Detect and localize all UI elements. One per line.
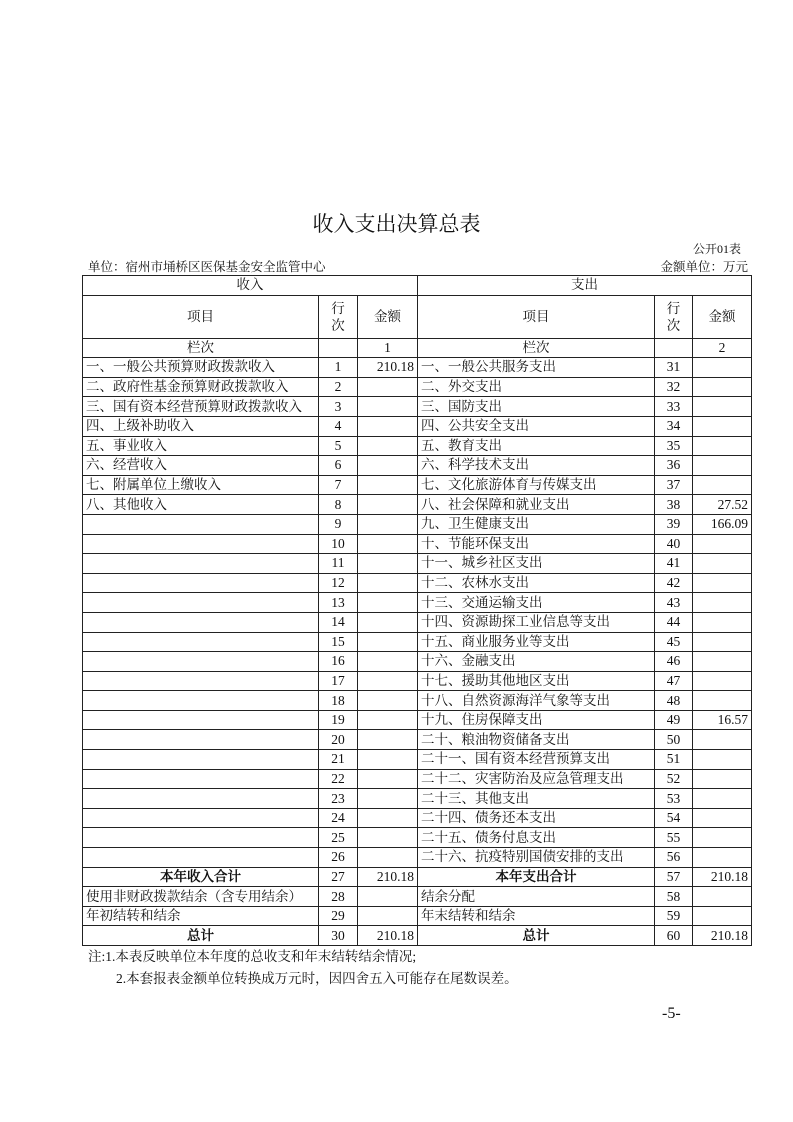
expense-amount bbox=[693, 906, 752, 926]
income-row-no: 24 bbox=[319, 808, 358, 828]
income-amount bbox=[358, 848, 418, 868]
expense-item: 本年支出合计 bbox=[418, 867, 655, 887]
expense-row-no: 34 bbox=[655, 416, 693, 436]
income-row-no: 4 bbox=[319, 416, 358, 436]
income-item: 八、其他收入 bbox=[83, 495, 319, 515]
expense-row-no: 31 bbox=[655, 358, 693, 378]
income-item bbox=[83, 710, 319, 730]
expense-row-no: 43 bbox=[655, 593, 693, 613]
expense-amount bbox=[693, 808, 752, 828]
income-row-no: 7 bbox=[319, 475, 358, 495]
expense-item: 结余分配 bbox=[418, 887, 655, 907]
income-item bbox=[83, 554, 319, 574]
income-amount-header: 金额 bbox=[358, 295, 418, 338]
income-item bbox=[83, 652, 319, 672]
expense-amount bbox=[693, 358, 752, 378]
income-amount bbox=[358, 710, 418, 730]
table-row bbox=[83, 671, 752, 691]
expense-amount bbox=[693, 475, 752, 495]
table-row bbox=[83, 730, 752, 750]
income-item bbox=[83, 769, 319, 789]
income-amount bbox=[358, 436, 418, 456]
expense-amount bbox=[693, 652, 752, 672]
expense-amount bbox=[693, 691, 752, 711]
income-amount bbox=[358, 789, 418, 809]
income-row-no: 3 bbox=[319, 397, 358, 417]
income-row-no: 22 bbox=[319, 769, 358, 789]
income-row-no: 14 bbox=[319, 612, 358, 632]
money-unit: 金额单位：万元 bbox=[660, 260, 748, 274]
expense-amount: 166.09 bbox=[693, 514, 752, 534]
income-amount bbox=[358, 377, 418, 397]
income-header: 收入 bbox=[83, 276, 418, 296]
expense-row-no: 44 bbox=[655, 612, 693, 632]
column-label: 栏次 bbox=[83, 338, 319, 358]
income-item bbox=[83, 534, 319, 554]
table-row bbox=[83, 358, 752, 378]
table-row bbox=[83, 416, 752, 436]
expense-amount bbox=[693, 848, 752, 868]
expense-row-no: 37 bbox=[655, 475, 693, 495]
income-item bbox=[83, 730, 319, 750]
expense-item: 三、国防支出 bbox=[418, 397, 655, 417]
table-row bbox=[83, 436, 752, 456]
table-row bbox=[83, 612, 752, 632]
summary-row bbox=[83, 867, 752, 887]
expense-amount-header: 金额 bbox=[693, 295, 752, 338]
income-row-no: 10 bbox=[319, 534, 358, 554]
expense-row-no: 33 bbox=[655, 397, 693, 417]
income-item bbox=[83, 848, 319, 868]
expense-amount bbox=[693, 456, 752, 476]
income-amount bbox=[358, 632, 418, 652]
table-row bbox=[83, 573, 752, 593]
expense-item: 十二、农林水支出 bbox=[418, 573, 655, 593]
income-item bbox=[83, 612, 319, 632]
income-item bbox=[83, 691, 319, 711]
table-row bbox=[83, 769, 752, 789]
income-row-no: 5 bbox=[319, 436, 358, 456]
income-row-no: 2 bbox=[319, 377, 358, 397]
income-row-no: 9 bbox=[319, 514, 358, 534]
table-row bbox=[83, 632, 752, 652]
income-row-no: 30 bbox=[319, 926, 358, 946]
expense-item: 四、公共安全支出 bbox=[418, 416, 655, 436]
income-row-no: 23 bbox=[319, 789, 358, 809]
income-item: 年初结转和结余 bbox=[83, 906, 319, 926]
expense-row-no: 60 bbox=[655, 926, 693, 946]
income-item bbox=[83, 632, 319, 652]
table-row bbox=[83, 750, 752, 770]
expense-amount bbox=[693, 436, 752, 456]
expense-row-no: 35 bbox=[655, 436, 693, 456]
income-amount bbox=[358, 828, 418, 848]
income-row-no: 13 bbox=[319, 593, 358, 613]
expense-item: 十九、住房保障支出 bbox=[418, 710, 655, 730]
expense-amount: 210.18 bbox=[693, 867, 752, 887]
income-amount bbox=[358, 671, 418, 691]
expense-row-no: 41 bbox=[655, 554, 693, 574]
expense-amount: 16.57 bbox=[693, 710, 752, 730]
expense-item: 十六、金融支出 bbox=[418, 652, 655, 672]
expense-row-no: 52 bbox=[655, 769, 693, 789]
note-2: 2.本套报表金额单位转换成万元时，因四舍五入可能存在尾数误差。 bbox=[116, 971, 518, 986]
income-item: 二、政府性基金预算财政拨款收入 bbox=[83, 377, 319, 397]
expense-row-no: 45 bbox=[655, 632, 693, 652]
income-amount bbox=[358, 652, 418, 672]
income-item: 三、国有资本经营预算财政拨款收入 bbox=[83, 397, 319, 417]
expense-row-no: 36 bbox=[655, 456, 693, 476]
expense-item: 十一、城乡社区支出 bbox=[418, 554, 655, 574]
income-row-no: 17 bbox=[319, 671, 358, 691]
income-item bbox=[83, 808, 319, 828]
expense-item: 六、科学技术支出 bbox=[418, 456, 655, 476]
expense-amount bbox=[693, 416, 752, 436]
expense-row-no: 49 bbox=[655, 710, 693, 730]
summary-row bbox=[83, 926, 752, 946]
table-row bbox=[83, 808, 752, 828]
expense-row-no: 50 bbox=[655, 730, 693, 750]
table-row bbox=[83, 828, 752, 848]
expense-amount bbox=[693, 828, 752, 848]
expense-item: 十七、援助其他地区支出 bbox=[418, 671, 655, 691]
income-row-no: 11 bbox=[319, 554, 358, 574]
expense-item: 年末结转和结余 bbox=[418, 906, 655, 926]
expense-amount bbox=[693, 769, 752, 789]
expense-row-no: 40 bbox=[655, 534, 693, 554]
unit-name: 单位：宿州市埇桥区医保基金安全监管中心 bbox=[88, 260, 326, 274]
income-row-no: 21 bbox=[319, 750, 358, 770]
expense-amount bbox=[693, 397, 752, 417]
income-item-header: 项目 bbox=[83, 295, 319, 338]
income-item bbox=[83, 573, 319, 593]
income-amount bbox=[358, 514, 418, 534]
expense-item: 十四、资源勘探工业信息等支出 bbox=[418, 612, 655, 632]
income-row-no: 12 bbox=[319, 573, 358, 593]
income-item bbox=[83, 750, 319, 770]
expense-amount bbox=[693, 887, 752, 907]
income-item: 使用非财政拨款结余（含专用结余） bbox=[83, 887, 319, 907]
expense-item: 五、教育支出 bbox=[418, 436, 655, 456]
expense-amount bbox=[693, 554, 752, 574]
income-item: 六、经营收入 bbox=[83, 456, 319, 476]
income-item: 本年收入合计 bbox=[83, 867, 319, 887]
income-amount bbox=[358, 691, 418, 711]
income-row-no: 27 bbox=[319, 867, 358, 887]
income-amount bbox=[358, 887, 418, 907]
expense-header: 支出 bbox=[418, 276, 752, 296]
expense-row-no-header: 行 次 bbox=[655, 295, 693, 338]
income-row-no: 6 bbox=[319, 456, 358, 476]
table-row bbox=[83, 554, 752, 574]
income-col-no: 1 bbox=[358, 338, 418, 358]
income-item bbox=[83, 671, 319, 691]
income-item: 一、一般公共预算财政拨款收入 bbox=[83, 358, 319, 378]
income-item bbox=[83, 789, 319, 809]
expense-row-no: 39 bbox=[655, 514, 693, 534]
expense-amount bbox=[693, 573, 752, 593]
note-1: 注:1.本表反映单位本年度的总收支和年末结转结余情况; bbox=[88, 949, 417, 964]
expense-item: 十、节能环保支出 bbox=[418, 534, 655, 554]
expense-amount: 210.18 bbox=[693, 926, 752, 946]
expense-amount bbox=[693, 671, 752, 691]
expense-item: 十八、自然资源海洋气象等支出 bbox=[418, 691, 655, 711]
income-row-no: 29 bbox=[319, 906, 358, 926]
table-row bbox=[83, 593, 752, 613]
table-row bbox=[83, 789, 752, 809]
expense-row-no: 46 bbox=[655, 652, 693, 672]
expense-row-no: 55 bbox=[655, 828, 693, 848]
empty-cell bbox=[655, 338, 693, 358]
income-amount bbox=[358, 906, 418, 926]
expense-amount bbox=[693, 789, 752, 809]
income-amount bbox=[358, 554, 418, 574]
table-row bbox=[83, 475, 752, 495]
expense-item-header: 项目 bbox=[418, 295, 655, 338]
income-item bbox=[83, 828, 319, 848]
income-item bbox=[83, 593, 319, 613]
income-amount bbox=[358, 534, 418, 554]
column-label: 栏次 bbox=[418, 338, 655, 358]
expense-item: 二十六、抗疫特别国债安排的支出 bbox=[418, 848, 655, 868]
income-amount: 210.18 bbox=[358, 926, 418, 946]
income-amount bbox=[358, 593, 418, 613]
income-row-no: 1 bbox=[319, 358, 358, 378]
budget-table bbox=[82, 275, 752, 946]
income-amount: 210.18 bbox=[358, 358, 418, 378]
expense-item: 十三、交通运输支出 bbox=[418, 593, 655, 613]
expense-row-no: 47 bbox=[655, 671, 693, 691]
table-row bbox=[83, 848, 752, 868]
income-amount bbox=[358, 612, 418, 632]
expense-item: 总计 bbox=[418, 926, 655, 946]
expense-col-no: 2 bbox=[693, 338, 752, 358]
table-row bbox=[83, 691, 752, 711]
expense-item: 十五、商业服务业等支出 bbox=[418, 632, 655, 652]
page-number: -5- bbox=[662, 1005, 681, 1022]
income-item bbox=[83, 514, 319, 534]
income-row-no: 25 bbox=[319, 828, 358, 848]
expense-item: 二十四、债务还本支出 bbox=[418, 808, 655, 828]
expense-item: 七、文化旅游体育与传媒支出 bbox=[418, 475, 655, 495]
income-amount bbox=[358, 750, 418, 770]
expense-row-no: 56 bbox=[655, 848, 693, 868]
income-amount bbox=[358, 397, 418, 417]
income-row-no: 19 bbox=[319, 710, 358, 730]
income-row-no: 15 bbox=[319, 632, 358, 652]
income-amount bbox=[358, 475, 418, 495]
expense-row-no: 54 bbox=[655, 808, 693, 828]
income-row-no: 16 bbox=[319, 652, 358, 672]
expense-row-no: 57 bbox=[655, 867, 693, 887]
expense-item: 八、社会保障和就业支出 bbox=[418, 495, 655, 515]
income-amount bbox=[358, 456, 418, 476]
income-amount: 210.18 bbox=[358, 867, 418, 887]
expense-item: 二十一、国有资本经营预算支出 bbox=[418, 750, 655, 770]
expense-row-no: 32 bbox=[655, 377, 693, 397]
table-row bbox=[83, 495, 752, 515]
expense-row-no: 51 bbox=[655, 750, 693, 770]
expense-row-no: 42 bbox=[655, 573, 693, 593]
income-row-no: 20 bbox=[319, 730, 358, 750]
income-row-no: 28 bbox=[319, 887, 358, 907]
income-amount bbox=[358, 416, 418, 436]
expense-amount bbox=[693, 750, 752, 770]
income-row-no: 8 bbox=[319, 495, 358, 515]
income-row-no-header: 行 次 bbox=[319, 295, 358, 338]
table-row bbox=[83, 456, 752, 476]
expense-row-no: 38 bbox=[655, 495, 693, 515]
income-amount bbox=[358, 495, 418, 515]
expense-row-no: 53 bbox=[655, 789, 693, 809]
income-row-no: 26 bbox=[319, 848, 358, 868]
summary-row bbox=[83, 906, 752, 926]
expense-amount bbox=[693, 632, 752, 652]
page-title: 收入支出决算总表 bbox=[312, 212, 481, 236]
expense-row-no: 48 bbox=[655, 691, 693, 711]
form-code: 公开01表 bbox=[692, 242, 741, 256]
table-row bbox=[83, 377, 752, 397]
table-row bbox=[83, 397, 752, 417]
income-item: 七、附属单位上缴收入 bbox=[83, 475, 319, 495]
expense-item: 二十五、债务付息支出 bbox=[418, 828, 655, 848]
table-row bbox=[83, 710, 752, 730]
expense-amount bbox=[693, 593, 752, 613]
empty-cell bbox=[319, 338, 358, 358]
expense-item: 九、卫生健康支出 bbox=[418, 514, 655, 534]
income-row-no: 18 bbox=[319, 691, 358, 711]
expense-item: 二十、粮油物资储备支出 bbox=[418, 730, 655, 750]
expense-item: 二、外交支出 bbox=[418, 377, 655, 397]
income-amount bbox=[358, 808, 418, 828]
expense-amount bbox=[693, 612, 752, 632]
income-item: 总计 bbox=[83, 926, 319, 946]
income-item: 四、上级补助收入 bbox=[83, 416, 319, 436]
expense-amount bbox=[693, 534, 752, 554]
expense-row-no: 59 bbox=[655, 906, 693, 926]
table-row bbox=[83, 534, 752, 554]
expense-row-no: 58 bbox=[655, 887, 693, 907]
expense-item: 一、一般公共服务支出 bbox=[418, 358, 655, 378]
expense-amount bbox=[693, 730, 752, 750]
income-amount bbox=[358, 730, 418, 750]
income-amount bbox=[358, 769, 418, 789]
expense-amount: 27.52 bbox=[693, 495, 752, 515]
income-amount bbox=[358, 573, 418, 593]
table-row bbox=[83, 652, 752, 672]
expense-item: 二十二、灾害防治及应急管理支出 bbox=[418, 769, 655, 789]
expense-amount bbox=[693, 377, 752, 397]
expense-item: 二十三、其他支出 bbox=[418, 789, 655, 809]
income-item: 五、事业收入 bbox=[83, 436, 319, 456]
summary-row bbox=[83, 887, 752, 907]
table-row bbox=[83, 514, 752, 534]
